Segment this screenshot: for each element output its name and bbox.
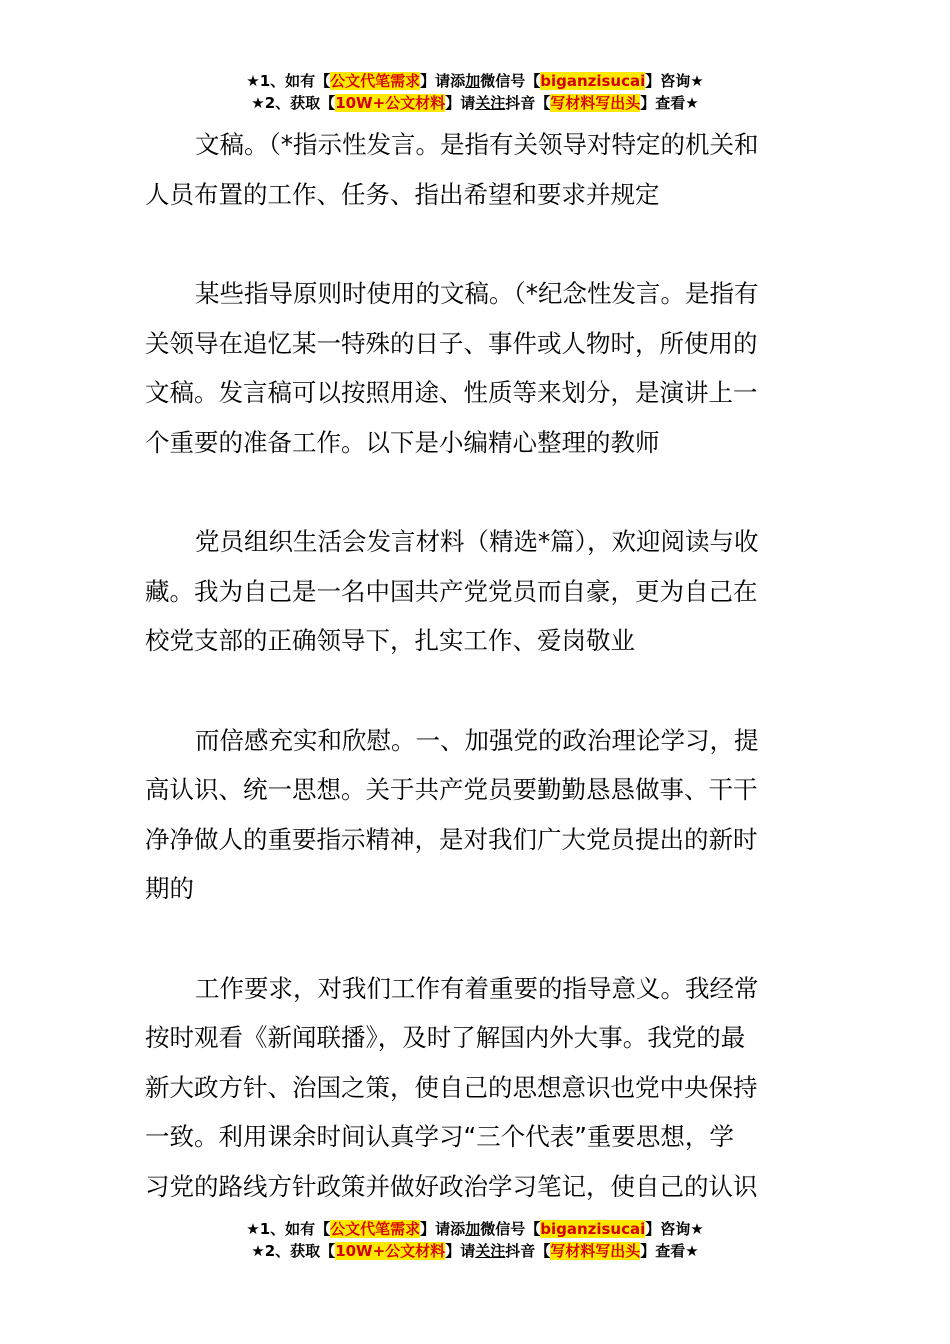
banner-line-1: [0, 70, 950, 92]
text-line: 某些指导原则时使用的文稿。（*纪念性发言。是指有: [195, 279, 759, 308]
banner-text: ★1、如有【: [246, 1220, 331, 1238]
text-line: 文稿。发言稿可以按照用途、性质等来划分，是演讲上一: [145, 378, 758, 407]
banner-text: 】咨询★: [645, 72, 704, 90]
text-line: 关领导在追忆某一特殊的日子、事件或人物时，所使用的: [145, 328, 758, 358]
text-line: 一致。利用课余时间认真学习“三个代表”重要思想，学: [145, 1122, 734, 1151]
banner-text: 抖音【: [505, 94, 551, 112]
banner-text: ★2、获取【: [251, 1242, 336, 1260]
text-line: 高认识、统一思想。关于共产党员要勤勤恳恳做事、干干: [145, 775, 758, 804]
banner-line-2: [0, 1240, 950, 1262]
banner-text: 】咨询★: [645, 1220, 704, 1238]
highlight-douyin: 写材料写出头: [550, 1242, 641, 1260]
paragraph-5: [145, 964, 810, 1212]
text-line: 党员组织生活会发言材料（精选*篇），欢迎阅读与收: [195, 527, 759, 556]
banner-text: 】请添: [420, 72, 466, 90]
banner-text-underlined: 关注: [475, 1242, 506, 1260]
banner-text: 抖音【: [505, 1242, 551, 1260]
highlight-materials: 10W+公文材料: [335, 94, 446, 112]
paragraph-gap: [145, 467, 810, 517]
text-line: 藏。我为自己是一名中国共产党党员而自豪，更为自己在: [145, 576, 758, 606]
text-line: 习党的路线方针政策并做好政治学习笔记，使自己的认识: [145, 1171, 758, 1201]
text-line: 新大政方针、治国之策，使自己的思想意识也党中央保持: [145, 1072, 758, 1102]
footer-banner: [0, 1218, 950, 1262]
paragraph-3: [145, 517, 810, 666]
banner-text-underlined: 加: [465, 1220, 481, 1238]
text-line: 而倍感充实和欣慰。一、加强党的政治理论学习，提: [195, 725, 759, 755]
banner-text-underlined: 关注: [475, 94, 506, 112]
paragraph-gap: [145, 914, 810, 964]
text-line: 按时观看《新闻联播》，及时了解国内外大事。我党的最: [145, 1023, 746, 1052]
text-line: 净净做人的重要指示精神，是对我们广大党员提出的新时: [145, 824, 758, 854]
paragraph-1: [145, 120, 810, 219]
banner-text: 】查看★: [640, 1242, 699, 1260]
text-line: 文稿。（*指示性发言。是指有关领导对特定的机关和: [195, 130, 759, 159]
header-banner: [0, 70, 950, 114]
text-line: 工作要求，对我们工作有着重要的指导意义。我经常: [195, 973, 759, 1003]
highlight-wechat-id: biganzisucai: [540, 72, 646, 90]
text-line: 期的: [145, 874, 194, 903]
highlight-service: 公文代笔需求: [330, 72, 421, 90]
banner-line-2: [0, 92, 950, 114]
banner-text: 微信号【: [480, 72, 541, 90]
text-line: 人员布置的工作、任务、指出希望和要求并规定: [145, 179, 660, 209]
paragraph-2: [145, 269, 810, 467]
document-body: [145, 120, 810, 1211]
banner-text: 】请: [445, 1242, 476, 1260]
paragraph-4: [145, 716, 810, 914]
text-line: 个重要的准备工作。以下是小编精心整理的教师: [145, 427, 660, 457]
text-line: 校党支部的正确领导下，扎实工作、爱岗敬业: [145, 626, 635, 655]
banner-line-1: [0, 1218, 950, 1240]
banner-text: ★1、如有【: [246, 72, 331, 90]
banner-text: ★2、获取【: [251, 94, 336, 112]
banner-text: 】请添: [420, 1220, 466, 1238]
banner-text: 微信号【: [480, 1220, 541, 1238]
highlight-wechat-id: biganzisucai: [540, 1220, 646, 1238]
banner-text-underlined: 加: [465, 72, 481, 90]
banner-text: 】请: [445, 94, 476, 112]
banner-text: 】查看★: [640, 94, 699, 112]
highlight-douyin: 写材料写出头: [550, 94, 641, 112]
paragraph-gap: [145, 219, 810, 269]
highlight-service: 公文代笔需求: [330, 1220, 421, 1238]
highlight-materials: 10W+公文材料: [335, 1242, 446, 1260]
paragraph-gap: [145, 666, 810, 716]
